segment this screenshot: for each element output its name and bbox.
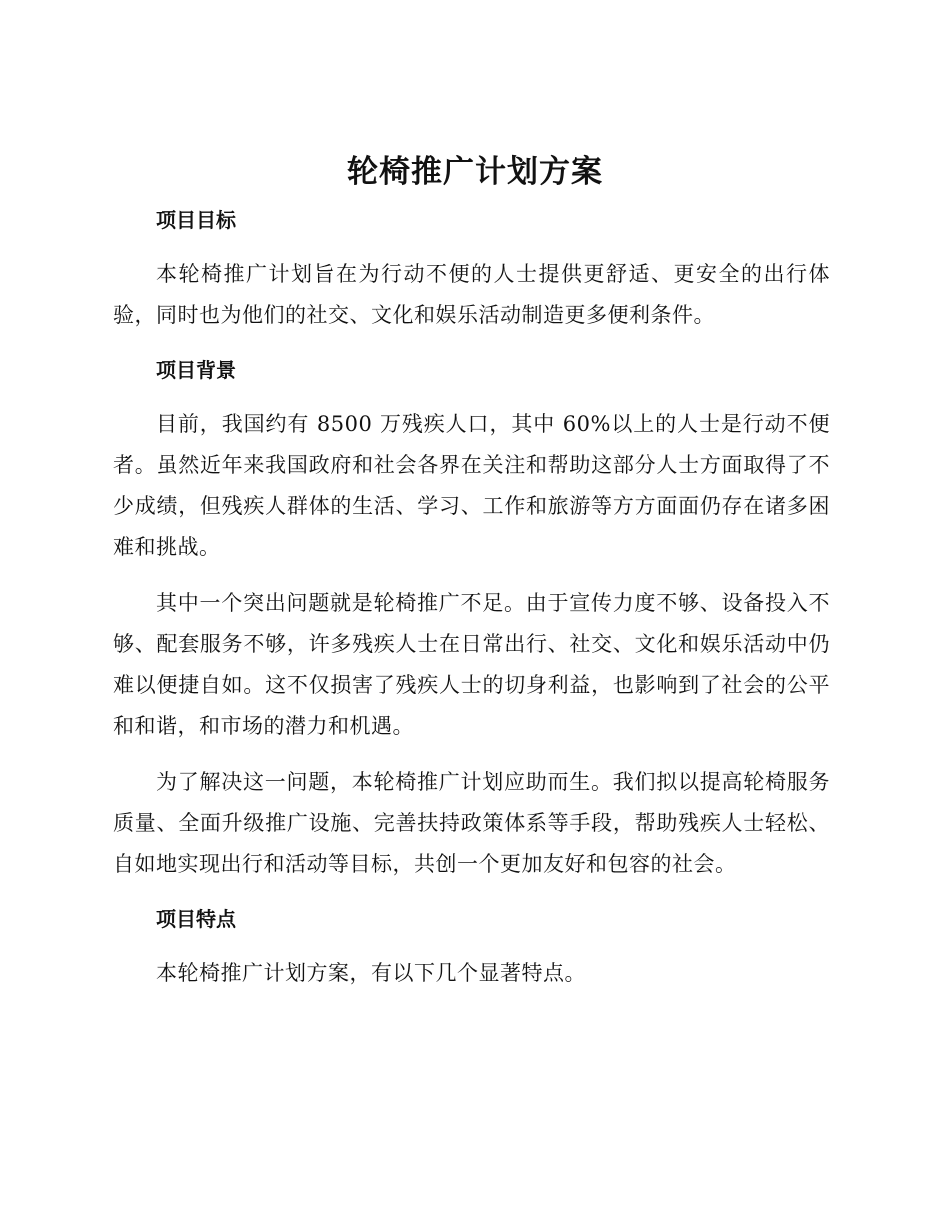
paragraph-goal: 本轮椅推广计划旨在为行动不便的人士提供更舒适、更安全的出行体验，同时也为他们的社交、文化和娱乐活动制造更多便利条件。 (113, 262, 830, 327)
paragraph-features: 本轮椅推广计划方案，有以下几个显著特点。 (156, 961, 586, 985)
section-heading-background: 项目背景 (156, 358, 236, 382)
section-heading-goal: 项目目标 (156, 208, 236, 232)
section-heading-features: 项目特点 (156, 907, 236, 931)
document-title: 轮椅推广计划方案 (347, 154, 603, 190)
document-body (113, 200, 830, 994)
paragraph-background-1: 目前，我国约有 8500 万残疾人口，其中 60%以上的人士是行动不便者。虽然近年来我国政府和社会各界在关注和帮助这部分人士方面取得了不少成绩，但残疾人群体的生活、学习、工作和旅游等方方面面仍存在诸多困难和挑战。 (113, 412, 830, 559)
paragraph-background-3: 为了解决这一问题，本轮椅推广计划应助而生。我们拟以提高轮椅服务质量、全面升级推广设施、完善扶持政策体系等手段，帮助残疾人士轻松、自如地实现出行和活动等目标，共创一个更加友好和包容的社会。 (113, 770, 830, 876)
paragraph-background-2: 其中一个突出问题就是轮椅推广不足。由于宣传力度不够、设备投入不够、配套服务不够，许多残疾人士在日常出行、社交、文化和娱乐活动中仍难以便捷自如。这不仅损害了残疾人士的切身利益，也影响到了社会的公平和和谐，和市场的潜力和机遇。 (113, 591, 830, 738)
